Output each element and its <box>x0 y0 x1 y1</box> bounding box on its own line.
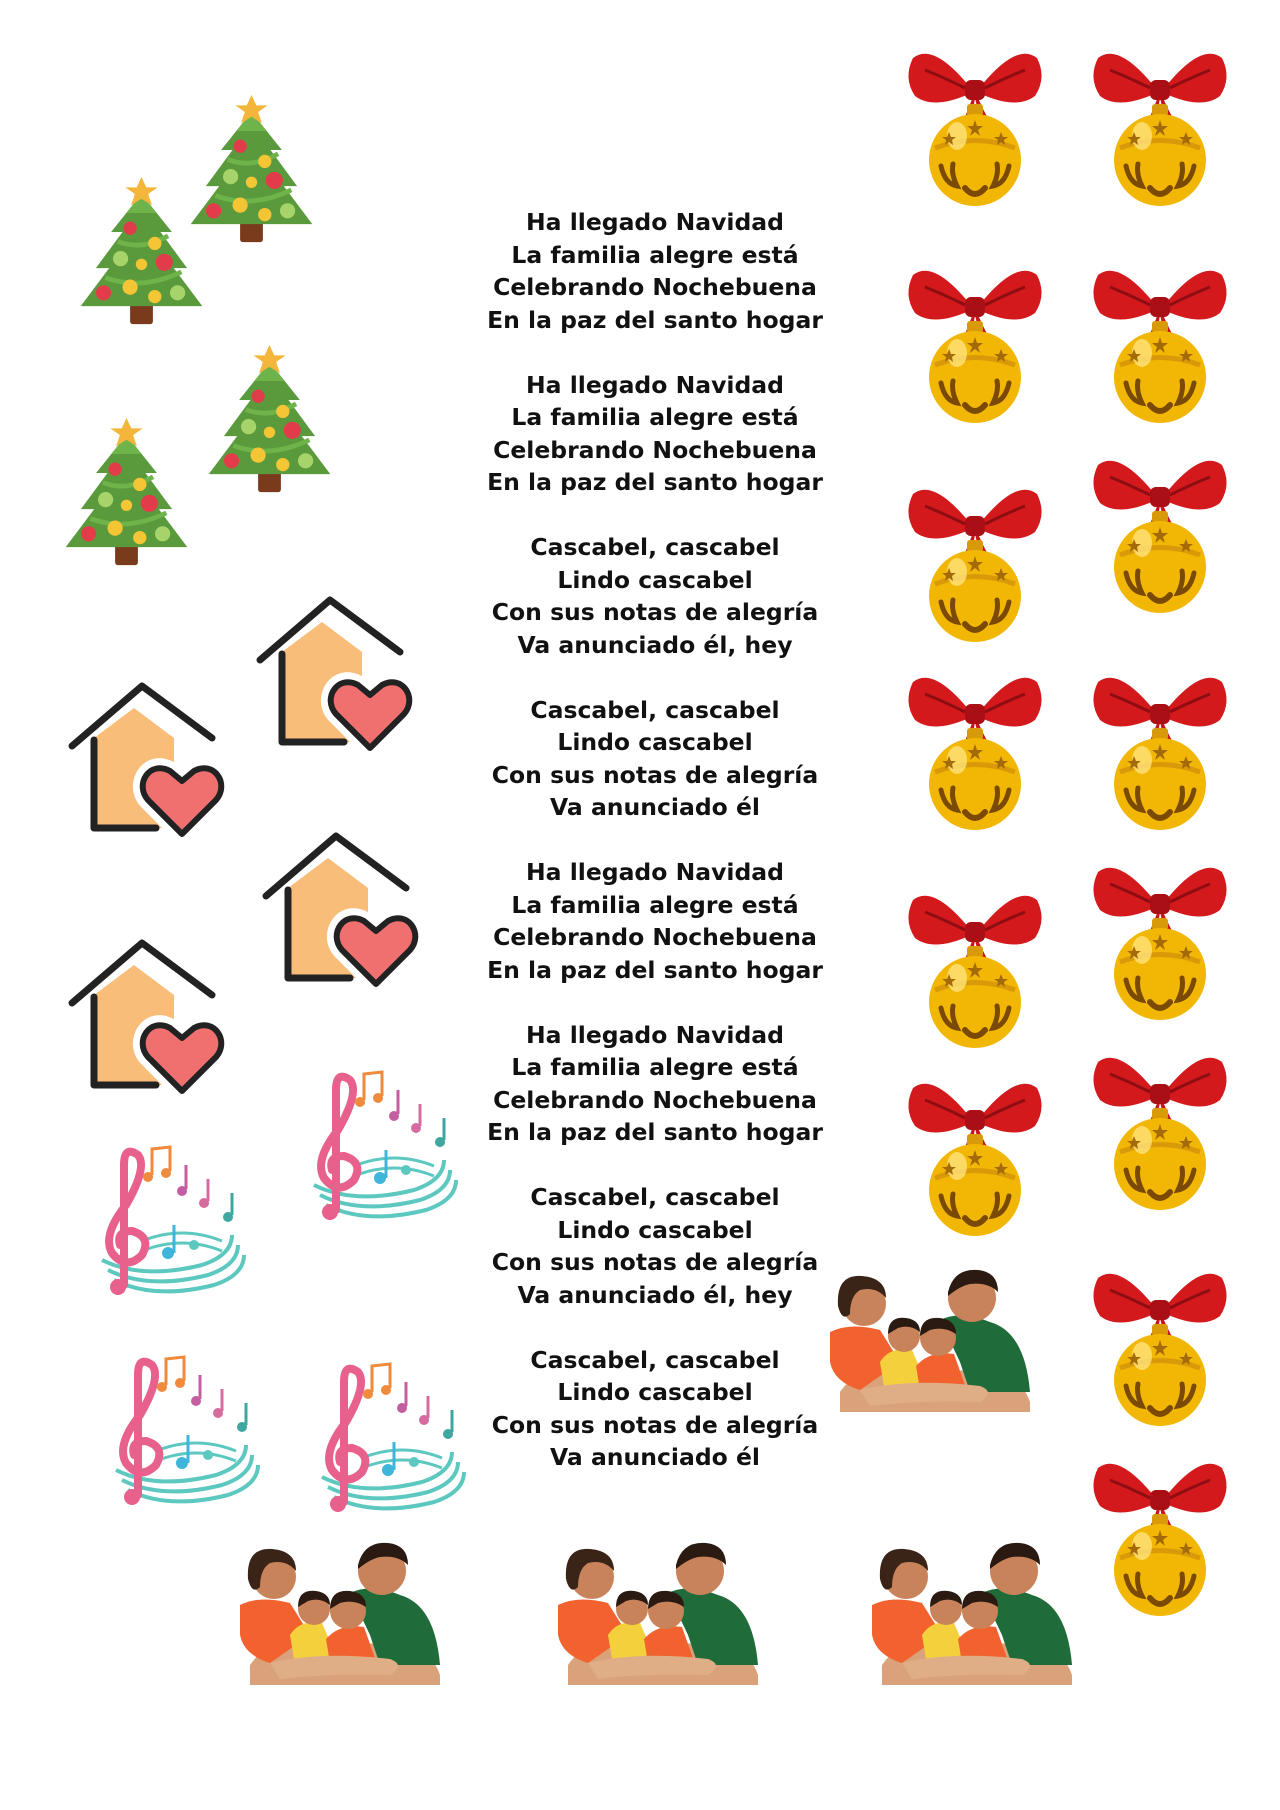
lyric-line: La familia alegre está <box>511 890 799 919</box>
music-notes-icon <box>96 1355 266 1520</box>
christmas-tree-icon <box>203 343 343 513</box>
lyric-line: La familia alegre está <box>511 403 799 431</box>
christmas-tree-icon <box>75 175 215 345</box>
lyric-line: Va anunciado él <box>550 793 760 821</box>
music-notes-icon <box>294 1070 464 1235</box>
stanza <box>455 856 855 986</box>
lyric-line: Lindo cascabel <box>557 1215 753 1244</box>
lyric-line: Lindo cascabel <box>557 1378 753 1406</box>
lyric-line: Celebrando Nochebuena <box>493 273 817 301</box>
stanza <box>455 369 855 499</box>
family-hug-icon <box>862 1535 1087 1690</box>
lyric-line: Ha llegado Navidad <box>526 1020 784 1049</box>
jingle-bell-icon <box>1090 455 1230 620</box>
jingle-bell-icon <box>905 484 1045 649</box>
stanza <box>455 1019 855 1149</box>
jingle-bell-icon <box>905 890 1045 1055</box>
jingle-bell-icon <box>1090 672 1230 837</box>
jingle-bell-icon <box>1090 48 1230 213</box>
lyric-line: Con sus notas de alegría <box>491 1248 819 1276</box>
lyric-line: La familia alegre está <box>511 240 799 269</box>
lyric-line: Lindo cascabel <box>557 728 753 756</box>
lyric-line: Va anunciado él <box>550 1443 760 1471</box>
lyric-line: Va anunciado él, hey <box>517 630 793 659</box>
lyric-line: Lindo cascabel <box>557 565 753 594</box>
lyric-line: Celebrando Nochebuena <box>493 923 817 951</box>
lyric-line: La familia alegre está <box>511 1053 799 1081</box>
lyric-line: Ha llegado Navidad <box>526 208 784 236</box>
lyric-line: Con sus notas de alegría <box>491 760 819 789</box>
jingle-bell-icon <box>905 1078 1045 1243</box>
music-notes-icon <box>82 1145 252 1310</box>
house-heart-icon <box>64 925 234 1095</box>
stanza <box>455 694 855 824</box>
lyric-line: Celebrando Nochebuena <box>493 1085 817 1114</box>
jingle-bell-icon <box>1090 862 1230 1027</box>
stanza <box>455 1344 855 1474</box>
jingle-bell-icon <box>1090 265 1230 430</box>
lyric-line: Va anunciado él, hey <box>517 1280 793 1309</box>
stanza <box>455 531 855 661</box>
house-heart-icon <box>258 818 428 988</box>
lyric-line: Con sus notas de alegría <box>491 1410 819 1439</box>
lyric-line: Cascabel, cascabel <box>530 1183 780 1211</box>
jingle-bell-icon <box>1090 1052 1230 1217</box>
jingle-bell-icon <box>1090 1268 1230 1433</box>
jingle-bell-icon <box>1090 1458 1230 1623</box>
jingle-bell-icon <box>905 672 1045 837</box>
song-lyrics <box>455 206 855 1506</box>
lyric-line: En la paz del santo hogar <box>487 1118 823 1146</box>
lyric-line: En la paz del santo hogar <box>487 468 823 496</box>
lyric-line: En la paz del santo hogar <box>487 955 823 984</box>
music-notes-icon <box>302 1362 472 1527</box>
lyric-line: Celebrando Nochebuena <box>493 435 817 464</box>
house-heart-icon <box>64 668 234 838</box>
lyric-line: Cascabel, cascabel <box>530 695 780 724</box>
lyric-line: En la paz del santo hogar <box>487 305 823 334</box>
stanza <box>455 1181 855 1311</box>
family-hug-icon <box>230 1535 455 1690</box>
lyric-line: Cascabel, cascabel <box>530 533 780 561</box>
stanza <box>455 206 855 336</box>
lyric-line: Cascabel, cascabel <box>530 1345 780 1374</box>
jingle-bell-icon <box>905 265 1045 430</box>
lyric-line: Con sus notas de alegría <box>491 598 819 626</box>
christmas-tree-icon <box>60 416 200 586</box>
lyric-line: Ha llegado Navidad <box>526 370 784 399</box>
house-heart-icon <box>252 582 422 752</box>
lyric-line: Ha llegado Navidad <box>526 858 784 886</box>
jingle-bell-icon <box>905 48 1045 213</box>
family-hug-icon <box>548 1535 773 1690</box>
